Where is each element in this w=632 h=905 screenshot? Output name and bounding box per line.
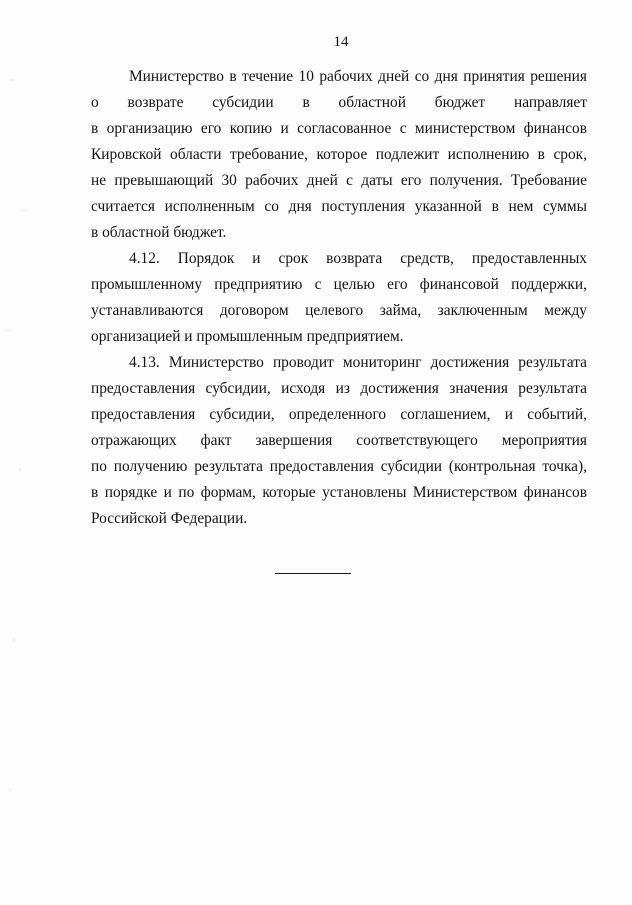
text-line: устанавливаются договором целевого займа, заключенным между bbox=[91, 302, 587, 319]
text-line: о возврате субсидии в областной бюджет направляет bbox=[91, 94, 587, 111]
scan-artifacts bbox=[0, 0, 40, 905]
text-line: Министерство в течение 10 рабочих дней со дня принятия решения bbox=[129, 68, 587, 85]
text-line: не превышающий 30 рабочих дней с даты его получения. Требование bbox=[91, 172, 587, 189]
text-line: предоставления субсидии, исходя из достижения значения результата bbox=[91, 380, 587, 397]
text-line: считается исполненным со дня поступления указанной в нем суммы bbox=[91, 198, 587, 215]
text-line: отражающих факт завершения соответствующего мероприятия bbox=[91, 432, 587, 449]
text-line: Кировской области требование, которое подлежит исполнению в срок, bbox=[91, 146, 587, 163]
text-line: в областной бюджет. bbox=[91, 224, 227, 241]
paragraph-ministry-decision bbox=[91, 64, 587, 246]
text-line: предоставления субсидии, определенного соглашением, и событий, bbox=[91, 406, 587, 423]
text-line: 4.12. Порядок и срок возврата средств, предоставленных bbox=[129, 250, 587, 267]
document-body bbox=[91, 64, 587, 532]
text-line: организацией и промышленным предприятием. bbox=[91, 328, 404, 345]
end-separator-line bbox=[275, 573, 351, 574]
text-line: 4.13. Министерство проводит мониторинг достижения результата bbox=[129, 354, 587, 371]
text-line: Российской Федерации. bbox=[91, 510, 248, 527]
page-number: 14 bbox=[333, 34, 349, 50]
paragraph-4-13 bbox=[91, 350, 587, 532]
text-line: в порядке и по формам, которые установлены Министерством финансов bbox=[91, 484, 587, 501]
text-line: по получению результата предоставления субсидии (контрольная точка), bbox=[91, 458, 587, 475]
text-line: в организацию его копию и согласованное с министерством финансов bbox=[91, 120, 587, 137]
paragraph-4-12 bbox=[91, 246, 587, 350]
text-line: промышленному предприятию с целью его финансовой поддержки, bbox=[91, 276, 587, 293]
